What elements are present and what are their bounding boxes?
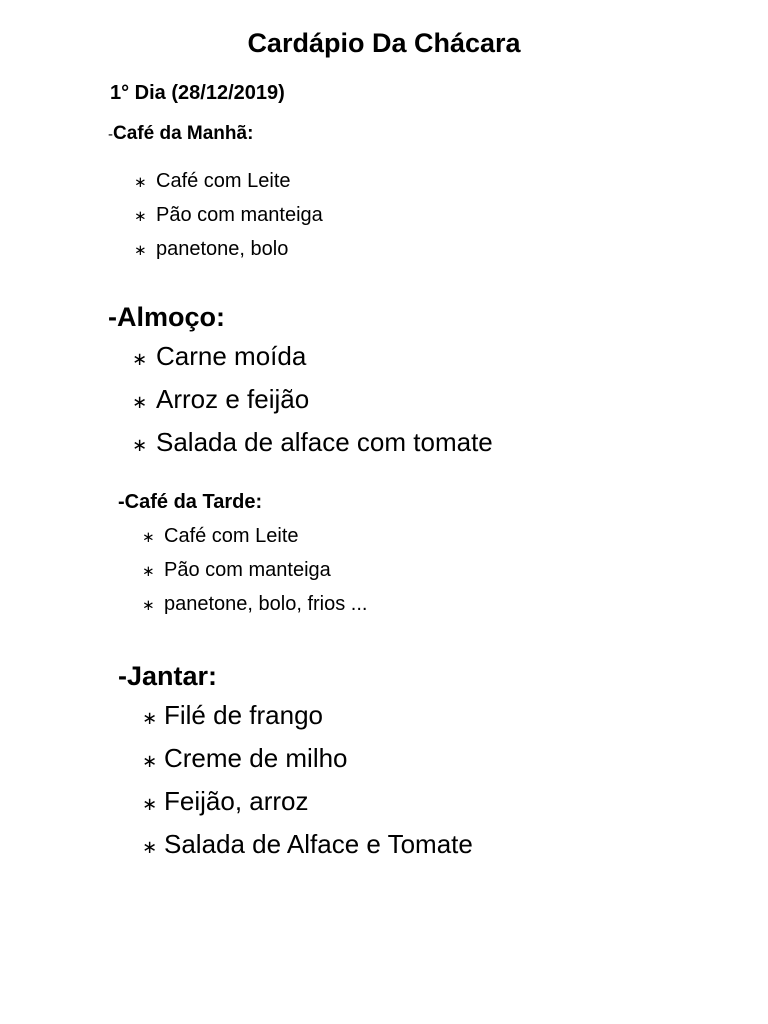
menu-item-label: Salada de alface com tomate — [156, 427, 493, 457]
menu-list — [134, 165, 323, 267]
menu-list — [142, 695, 473, 867]
menu-item — [142, 554, 367, 588]
menu-list — [142, 520, 367, 622]
asterisk-bullet-icon: ∗ — [134, 174, 147, 191]
asterisk-bullet-icon: ∗ — [142, 563, 155, 580]
menu-item-label: Pão com manteiga — [156, 204, 323, 226]
menu-item — [142, 695, 473, 738]
page-title: Cardápio Da Chácara — [247, 28, 521, 58]
asterisk-bullet-icon: ∗ — [142, 708, 158, 728]
menu-item-label: Filé de frango — [164, 700, 323, 730]
asterisk-bullet-icon: ∗ — [142, 529, 155, 546]
menu-item-label: Arroz e feijão — [156, 384, 310, 414]
section-heading: -Café da Tarde: — [118, 491, 263, 513]
menu-item — [132, 336, 493, 379]
heading-text: Café da Manhã: — [113, 123, 254, 144]
asterisk-bullet-icon: ∗ — [142, 751, 158, 771]
asterisk-bullet-icon: ∗ — [142, 794, 158, 814]
asterisk-bullet-icon: ∗ — [132, 349, 148, 369]
menu-item-label: panetone, bolo, frios ... — [164, 593, 368, 615]
menu-item-label: Salada de Alface e Tomate — [164, 829, 473, 859]
menu-item — [132, 379, 493, 422]
asterisk-bullet-icon: ∗ — [142, 837, 158, 857]
menu-item — [142, 824, 473, 867]
menu-item — [142, 588, 367, 622]
menu-item — [142, 738, 473, 781]
section-heading: -Jantar: — [118, 661, 218, 691]
section-heading — [108, 122, 323, 147]
menu-item-label: Pão com manteiga — [164, 559, 331, 581]
menu-item-label: Café com Leite — [164, 525, 299, 547]
menu-item-label: panetone, bolo — [156, 238, 289, 260]
menu-item-label: Café com Leite — [156, 170, 291, 192]
menu-item-label: Carne moída — [156, 341, 307, 371]
asterisk-bullet-icon: ∗ — [142, 597, 155, 614]
menu-item — [134, 165, 323, 199]
menu-item — [142, 781, 473, 824]
section-cafe-da-manha — [108, 122, 323, 267]
menu-item — [134, 199, 323, 233]
asterisk-bullet-icon: ∗ — [132, 392, 148, 412]
heading-dash: - — [108, 126, 113, 143]
day-heading: 1° Dia (28/12/2019) — [110, 82, 285, 104]
menu-item-label: Feijão, arroz — [164, 786, 309, 816]
asterisk-bullet-icon: ∗ — [134, 242, 147, 259]
menu-list — [132, 336, 493, 465]
asterisk-bullet-icon: ∗ — [134, 208, 147, 225]
asterisk-bullet-icon: ∗ — [132, 435, 148, 455]
section-cafe-da-tarde — [118, 488, 367, 622]
section-almoco — [108, 298, 493, 465]
menu-item-label: Creme de milho — [164, 743, 348, 773]
section-heading: -Almoço: — [108, 302, 225, 332]
menu-item — [142, 520, 367, 554]
menu-item — [134, 233, 323, 267]
menu-item — [132, 422, 493, 465]
section-jantar — [118, 657, 473, 867]
